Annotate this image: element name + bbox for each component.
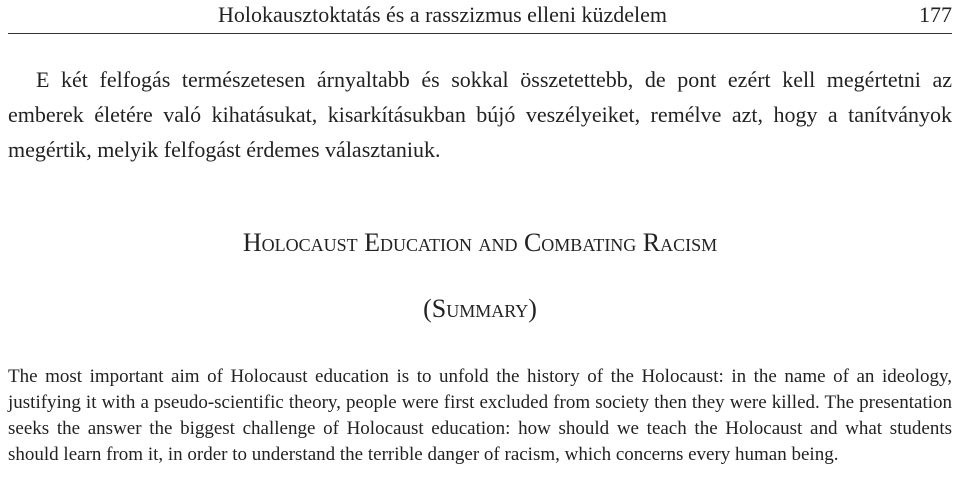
page-number: 177 [919,2,952,27]
body-paragraph: E két felfogás természetesen árnyaltabb és sokkal összetettebb, de pont ezért kell megértetni az emberek életére való kihatásukat, kisarkításukban bújó veszélyeiket, remélve azt, hogy a tanítványok megértik, melyik felfogást érdemes választaniuk. [8,67,952,162]
running-header [8,0,952,34]
summary-text: The most important aim of Holocaust education is to unfold the history of the Holocaust: in the name of an ideology, justifying it with a pseudo-scientific theory, people were first excluded from society then they were killed. The presentation seeks the answer the biggest challenge of Holocaust education: how should we teach the Holocaust and what students should learn from it, in order to understand the terrible danger of racism, which concerns every human being. [8,366,952,465]
summary-title: Holocaust Education and Combating Racism [242,228,718,257]
running-title: Holokausztoktatás és a rasszizmus elleni küzdelem [218,2,668,27]
summary-subtitle: (Summary) [423,294,537,323]
